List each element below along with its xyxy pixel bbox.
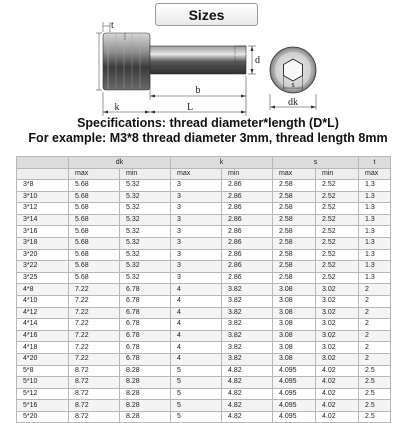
table-cell: 1.3 bbox=[359, 226, 391, 238]
table-cell: 4 bbox=[171, 330, 222, 342]
table-cell: 6.78 bbox=[120, 319, 171, 331]
table-cell: 2.58 bbox=[273, 191, 316, 203]
table-cell: 6.78 bbox=[120, 307, 171, 319]
table-cell: 8.28 bbox=[120, 400, 171, 412]
table-cell: 7.22 bbox=[69, 319, 120, 331]
table-row bbox=[17, 411, 391, 423]
table-cell: 4 bbox=[171, 284, 222, 296]
table-cell: 7.22 bbox=[69, 330, 120, 342]
table-cell: 8.72 bbox=[69, 365, 120, 377]
table-cell: 4 bbox=[171, 295, 222, 307]
table-cell: 4.095 bbox=[273, 388, 316, 400]
size-cell: 3*25 bbox=[17, 272, 69, 284]
table-cell: 2.58 bbox=[273, 272, 316, 284]
table-cell: 2.86 bbox=[222, 191, 273, 203]
table-cell: 2.86 bbox=[222, 249, 273, 261]
subheader-s-max: max bbox=[273, 169, 316, 180]
table-cell: 8.72 bbox=[69, 388, 120, 400]
table-cell: 2 bbox=[359, 319, 391, 331]
example-line: For example: M3*8 thread diameter 3mm, thread length 8mm bbox=[28, 131, 388, 145]
subheader-s-min: min bbox=[316, 169, 359, 180]
table-cell: 2.58 bbox=[273, 226, 316, 238]
table-cell: 2.5 bbox=[359, 411, 391, 423]
table-cell: 2.58 bbox=[273, 214, 316, 226]
table-cell: 4 bbox=[171, 307, 222, 319]
table-cell: 4.095 bbox=[273, 365, 316, 377]
table-cell: 3.08 bbox=[273, 342, 316, 354]
size-cell: 3*20 bbox=[17, 249, 69, 261]
table-cell: 4.02 bbox=[316, 411, 359, 423]
size-cell: 4*16 bbox=[17, 330, 69, 342]
table-cell: 3.02 bbox=[316, 284, 359, 296]
table-cell: 2 bbox=[359, 284, 391, 296]
table-cell: 5.32 bbox=[120, 237, 171, 249]
table-cell: 3 bbox=[171, 214, 222, 226]
table-row bbox=[17, 261, 391, 273]
table-cell: 2 bbox=[359, 330, 391, 342]
size-cell: 3*14 bbox=[17, 214, 69, 226]
header-k: k bbox=[171, 157, 273, 169]
table-cell: 3.08 bbox=[273, 295, 316, 307]
table-cell: 3.08 bbox=[273, 319, 316, 331]
table-cell: 3 bbox=[171, 226, 222, 238]
size-cell: 3*18 bbox=[17, 237, 69, 249]
sizes-title: Sizes bbox=[155, 3, 258, 26]
table-cell: 4.02 bbox=[316, 365, 359, 377]
table-cell: 2.5 bbox=[359, 400, 391, 412]
header-s: s bbox=[273, 157, 359, 169]
table-cell: 5.32 bbox=[120, 203, 171, 215]
size-cell: 5*16 bbox=[17, 400, 69, 412]
table-row bbox=[17, 214, 391, 226]
table-row bbox=[17, 249, 391, 261]
table-cell: 8.28 bbox=[120, 365, 171, 377]
table-cell: 4.02 bbox=[316, 400, 359, 412]
table-cell: 2.52 bbox=[316, 261, 359, 273]
subheader-k-min: min bbox=[222, 169, 273, 180]
table-cell: 5.68 bbox=[69, 237, 120, 249]
table-cell: 3.82 bbox=[222, 284, 273, 296]
table-cell: 3.02 bbox=[316, 342, 359, 354]
table-cell: 3.02 bbox=[316, 307, 359, 319]
label-t: t bbox=[111, 20, 114, 31]
table-cell: 6.78 bbox=[120, 284, 171, 296]
table-row bbox=[17, 180, 391, 192]
table-cell: 5.68 bbox=[69, 272, 120, 284]
subheader-blank bbox=[17, 169, 69, 180]
header-size-blank bbox=[17, 157, 69, 169]
table-cell: 4 bbox=[171, 342, 222, 354]
table-cell: 4.82 bbox=[222, 365, 273, 377]
table-cell: 2.5 bbox=[359, 377, 391, 389]
table-cell: 2.52 bbox=[316, 237, 359, 249]
size-cell: 4*8 bbox=[17, 284, 69, 296]
table-cell: 8.28 bbox=[120, 388, 171, 400]
table-row bbox=[17, 388, 391, 400]
table-cell: 1.3 bbox=[359, 203, 391, 215]
label-b: b bbox=[195, 85, 201, 96]
size-cell: 4*14 bbox=[17, 319, 69, 331]
table-cell: 2 bbox=[359, 295, 391, 307]
subheader-t-max: max bbox=[359, 169, 391, 180]
specifications-line: Specifications: thread diameter*length (D*L) bbox=[77, 116, 339, 130]
table-cell: 8.72 bbox=[69, 400, 120, 412]
header-t: t bbox=[359, 157, 391, 169]
table-cell: 6.78 bbox=[120, 330, 171, 342]
table-cell: 3.82 bbox=[222, 342, 273, 354]
table-cell: 3.08 bbox=[273, 307, 316, 319]
table-cell: 2 bbox=[359, 342, 391, 354]
table-cell: 2.86 bbox=[222, 203, 273, 215]
table-cell: 5.68 bbox=[69, 214, 120, 226]
subheader-dk-min: min bbox=[120, 169, 171, 180]
table-cell: 5.68 bbox=[69, 261, 120, 273]
table-cell: 5 bbox=[171, 388, 222, 400]
table-cell: 3 bbox=[171, 191, 222, 203]
table-cell: 5.68 bbox=[69, 226, 120, 238]
table-cell: 5 bbox=[171, 377, 222, 389]
size-cell: 4*20 bbox=[17, 353, 69, 365]
table-cell: 2.52 bbox=[316, 249, 359, 261]
size-cell: 4*10 bbox=[17, 295, 69, 307]
table-cell: 4.82 bbox=[222, 377, 273, 389]
table-cell: 3.02 bbox=[316, 295, 359, 307]
table-cell: 3.02 bbox=[316, 319, 359, 331]
table-cell: 7.22 bbox=[69, 342, 120, 354]
table-cell: 8.72 bbox=[69, 377, 120, 389]
table-cell: 1.3 bbox=[359, 180, 391, 192]
table-cell: 1.3 bbox=[359, 261, 391, 273]
table-row bbox=[17, 377, 391, 389]
table-cell: 3.08 bbox=[273, 284, 316, 296]
table-cell: 3 bbox=[171, 180, 222, 192]
screw-shaft-side bbox=[150, 46, 246, 74]
table-cell: 2.58 bbox=[273, 203, 316, 215]
table-row bbox=[17, 284, 391, 296]
table-row bbox=[17, 295, 391, 307]
subheader-k-max: max bbox=[171, 169, 222, 180]
size-cell: 4*18 bbox=[17, 342, 69, 354]
table-cell: 5.32 bbox=[120, 226, 171, 238]
table-cell: 4 bbox=[171, 319, 222, 331]
size-cell: 3*16 bbox=[17, 226, 69, 238]
table-cell: 7.22 bbox=[69, 307, 120, 319]
table-cell: 2.86 bbox=[222, 180, 273, 192]
table-row bbox=[17, 307, 391, 319]
screw-head-side bbox=[103, 33, 150, 90]
table-cell: 3.82 bbox=[222, 319, 273, 331]
size-cell: 4*12 bbox=[17, 307, 69, 319]
size-table bbox=[16, 156, 390, 423]
table-cell: 2.52 bbox=[316, 226, 359, 238]
table-cell: 3.02 bbox=[316, 353, 359, 365]
table-row bbox=[17, 353, 391, 365]
label-k: k bbox=[114, 102, 120, 113]
table-cell: 2.5 bbox=[359, 388, 391, 400]
table-row bbox=[17, 272, 391, 284]
table-cell: 8.72 bbox=[69, 411, 120, 423]
table-cell: 2 bbox=[359, 353, 391, 365]
table-row bbox=[17, 191, 391, 203]
table-cell: 4.095 bbox=[273, 411, 316, 423]
table-cell: 2.58 bbox=[273, 180, 316, 192]
table-cell: 3.08 bbox=[273, 330, 316, 342]
table-cell: 3.82 bbox=[222, 307, 273, 319]
table-row bbox=[17, 319, 391, 331]
table-cell: 4.095 bbox=[273, 400, 316, 412]
table-sub-header bbox=[17, 169, 391, 180]
table-cell: 1.3 bbox=[359, 249, 391, 261]
label-s: s bbox=[291, 80, 295, 89]
table-cell: 5.68 bbox=[69, 203, 120, 215]
table-row bbox=[17, 237, 391, 249]
table-group-header bbox=[17, 157, 391, 169]
table-cell: 3 bbox=[171, 261, 222, 273]
table-cell: 3 bbox=[171, 203, 222, 215]
table-cell: 2.86 bbox=[222, 226, 273, 238]
table-cell: 3 bbox=[171, 272, 222, 284]
table-cell: 4.02 bbox=[316, 377, 359, 389]
table-cell: 4.82 bbox=[222, 400, 273, 412]
size-cell: 3*22 bbox=[17, 261, 69, 273]
table-cell: 3 bbox=[171, 237, 222, 249]
table-cell: 1.3 bbox=[359, 272, 391, 284]
table-cell: 5 bbox=[171, 411, 222, 423]
table-cell: 2.86 bbox=[222, 214, 273, 226]
label-dk: dk bbox=[288, 97, 298, 108]
table-cell: 3.82 bbox=[222, 353, 273, 365]
table-cell: 7.22 bbox=[69, 353, 120, 365]
table-cell: 1.3 bbox=[359, 237, 391, 249]
table-row bbox=[17, 342, 391, 354]
subheader-dk-max: max bbox=[69, 169, 120, 180]
table-cell: 2.58 bbox=[273, 261, 316, 273]
size-cell: 5*12 bbox=[17, 388, 69, 400]
size-cell: 3*10 bbox=[17, 191, 69, 203]
table-cell: 2.86 bbox=[222, 261, 273, 273]
table-cell: 3.02 bbox=[316, 330, 359, 342]
table-cell: 2.52 bbox=[316, 214, 359, 226]
table-cell: 2 bbox=[359, 307, 391, 319]
table-cell: 5.32 bbox=[120, 214, 171, 226]
table-cell: 3.08 bbox=[273, 353, 316, 365]
table-cell: 2.52 bbox=[316, 180, 359, 192]
table-row bbox=[17, 203, 391, 215]
table-body bbox=[17, 180, 391, 423]
table-cell: 2.52 bbox=[316, 272, 359, 284]
size-cell: 3*8 bbox=[17, 180, 69, 192]
table-cell: 4 bbox=[171, 353, 222, 365]
table-cell: 2.58 bbox=[273, 249, 316, 261]
table-cell: 7.22 bbox=[69, 295, 120, 307]
table-cell: 5.68 bbox=[69, 249, 120, 261]
table-cell: 3 bbox=[171, 249, 222, 261]
table-row bbox=[17, 330, 391, 342]
table-cell: 4.82 bbox=[222, 388, 273, 400]
table-cell: 5 bbox=[171, 400, 222, 412]
table-cell: 8.28 bbox=[120, 411, 171, 423]
table-cell: 5.32 bbox=[120, 180, 171, 192]
table-cell: 5.32 bbox=[120, 272, 171, 284]
table-cell: 4.82 bbox=[222, 411, 273, 423]
table-cell: 5.32 bbox=[120, 191, 171, 203]
size-cell: 5*10 bbox=[17, 377, 69, 389]
table-cell: 2.5 bbox=[359, 365, 391, 377]
screw-diagram bbox=[0, 0, 416, 118]
table-cell: 3.82 bbox=[222, 330, 273, 342]
table-cell: 5.68 bbox=[69, 180, 120, 192]
table-row bbox=[17, 400, 391, 412]
table-cell: 2.52 bbox=[316, 203, 359, 215]
size-cell: 5*8 bbox=[17, 365, 69, 377]
table-cell: 8.28 bbox=[120, 377, 171, 389]
label-L: L bbox=[186, 102, 194, 113]
table-cell: 6.78 bbox=[120, 295, 171, 307]
table-cell: 6.78 bbox=[120, 342, 171, 354]
table-cell: 7.22 bbox=[69, 284, 120, 296]
table-cell: 2.86 bbox=[222, 272, 273, 284]
table-cell: 5.32 bbox=[120, 249, 171, 261]
table-cell: 2.52 bbox=[316, 191, 359, 203]
table-cell: 3.82 bbox=[222, 295, 273, 307]
label-d: d bbox=[255, 55, 260, 66]
table-cell: 1.3 bbox=[359, 191, 391, 203]
table-cell: 2.58 bbox=[273, 237, 316, 249]
table-cell: 2.86 bbox=[222, 237, 273, 249]
table-cell: 1.3 bbox=[359, 214, 391, 226]
size-cell: 3*12 bbox=[17, 203, 69, 215]
table-cell: 5.32 bbox=[120, 261, 171, 273]
table-cell: 6.78 bbox=[120, 353, 171, 365]
table-cell: 4.02 bbox=[316, 388, 359, 400]
table-cell: 4.095 bbox=[273, 377, 316, 389]
size-cell: 5*20 bbox=[17, 411, 69, 423]
table-cell: 5.68 bbox=[69, 191, 120, 203]
table-cell: 5 bbox=[171, 365, 222, 377]
table-row bbox=[17, 226, 391, 238]
table-row bbox=[17, 365, 391, 377]
header-dk: dk bbox=[69, 157, 171, 169]
